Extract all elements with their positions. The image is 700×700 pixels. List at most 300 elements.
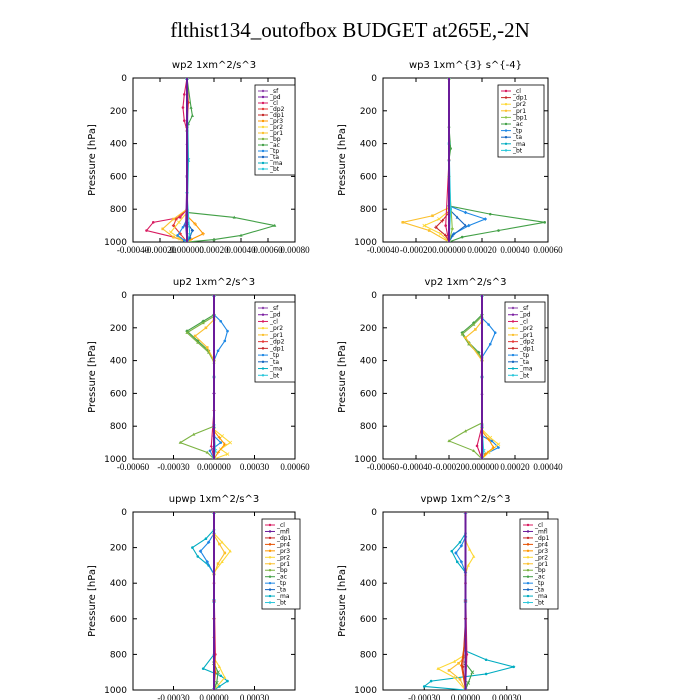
legend-label-dp1: _dp1 <box>270 112 285 119</box>
legend-label-tp: _tp <box>277 580 287 588</box>
legend-marker-dp2 <box>512 340 514 342</box>
legend-marker-pr1 <box>269 563 271 565</box>
y-tick-label: 1000 <box>354 686 377 696</box>
data-point-pr2 <box>169 231 172 234</box>
legend-label-sf: _sf <box>270 305 279 312</box>
data-point-ma <box>202 667 205 670</box>
data-point-ma <box>197 555 200 558</box>
x-tick-label: 0.00060 <box>533 245 563 255</box>
legend-label-sf: _sf <box>270 88 279 95</box>
data-point-tp <box>489 343 492 346</box>
legend-label-bt: _bt <box>270 372 280 380</box>
x-tick-label: 0.00020 <box>199 245 229 255</box>
data-point-tp <box>219 320 222 323</box>
legend-marker-ma <box>512 367 514 369</box>
data-point-tp <box>183 239 186 242</box>
legend-marker-pd <box>262 96 264 98</box>
x-tick-label: -0.00030 <box>408 693 441 700</box>
data-point-cl <box>145 229 148 232</box>
y-tick-label: 1000 <box>104 238 127 248</box>
legend-label-dp1: _dp1 <box>535 534 550 542</box>
legend-label-bp: _bp <box>270 136 281 143</box>
legend-marker-sf <box>512 307 514 309</box>
legend-marker-dp1 <box>262 347 264 349</box>
legend-marker-dp2 <box>262 108 264 110</box>
y-tick-label: 200 <box>359 106 377 117</box>
x-tick-label: -0.00040 <box>366 245 400 255</box>
figure-title: flthist134_outofbox BUDGET at265E,-2N <box>170 18 530 42</box>
y-tick-label: 1000 <box>104 686 127 696</box>
data-point-ma <box>205 537 208 540</box>
x-tick-label: 0.00000 <box>199 693 229 700</box>
data-point-ma <box>430 680 433 683</box>
legend-marker-ma <box>269 595 271 597</box>
data-point-cl <box>182 106 185 109</box>
panel-title: wp2 1xm^2/s^3 <box>171 60 257 71</box>
data-point-pr1 <box>217 562 220 565</box>
data-point-ma <box>226 680 229 683</box>
legend-label-pr1: _pr1 <box>535 560 549 568</box>
series-group <box>423 510 515 692</box>
legend-marker-cl <box>512 320 514 322</box>
legend-label-pr2: _pr2 <box>513 101 527 109</box>
legend-label-pr3: _pr3 <box>277 547 291 555</box>
data-point-tp <box>494 331 497 334</box>
y-tick-label: 200 <box>109 543 127 554</box>
x-tick-label: 0.00020 <box>467 245 497 255</box>
legend-label-pr1: _pr1 <box>277 560 291 568</box>
chart-panel-wp3 <box>337 60 563 255</box>
legend-label-ma: _ma <box>270 365 283 373</box>
legend-marker-bt <box>505 149 507 151</box>
legend-marker-pr2 <box>269 556 271 558</box>
x-tick-label: -0.00040 <box>399 462 433 472</box>
legend-marker-pr2 <box>262 126 264 128</box>
legend-label-cl: _cl <box>520 318 528 326</box>
legend-marker-ta <box>505 136 507 138</box>
legend-marker-pr1 <box>505 110 507 112</box>
legend-label-pr4: _pr4 <box>277 541 291 549</box>
legend-marker-pr1 <box>527 563 529 565</box>
legend-marker-pd <box>262 314 264 316</box>
series-group <box>179 293 232 461</box>
legend-marker-pr1 <box>512 334 514 336</box>
x-tick-label: 0.000000 <box>197 462 231 472</box>
series-line-ac <box>462 295 482 361</box>
y-tick-label: 0 <box>121 508 127 518</box>
chart-panel-vpwp <box>337 494 558 700</box>
legend-marker-tp <box>505 129 507 131</box>
legend-label-dp2: _dp2 <box>270 338 285 346</box>
legend-marker-cl <box>262 320 264 322</box>
legend-marker-pr4 <box>269 543 271 545</box>
data-point-pr2 <box>177 221 180 224</box>
legend-marker-ta <box>527 588 529 590</box>
x-tick-label: 0.00060 <box>280 462 310 472</box>
legend-marker-sf <box>262 90 264 92</box>
data-point-pr1 <box>464 336 467 339</box>
x-tick-label: 0.00040 <box>500 245 530 255</box>
x-tick-label: -0.00020 <box>399 245 433 255</box>
legend-label-ac: _ac <box>535 573 545 581</box>
legend-label-tp: _tp <box>520 352 530 360</box>
legend-label-cl: _cl <box>535 522 543 529</box>
legend-marker-cl <box>505 90 507 92</box>
series-line-ma <box>424 512 513 690</box>
y-axis-label: Pressure [hPa] <box>337 124 348 196</box>
data-point-pr1 <box>172 236 175 239</box>
legend-marker-dp1 <box>527 537 529 539</box>
data-point-ac <box>461 236 464 239</box>
y-tick-label: 1000 <box>354 238 377 248</box>
data-point-tp <box>487 323 490 326</box>
legend-label-pd: _pd <box>270 311 281 319</box>
x-tick-label: 0.00080 <box>280 245 310 255</box>
legend-marker-pr3 <box>527 550 529 552</box>
legend-marker-tp <box>262 150 264 152</box>
y-tick-label: 600 <box>359 389 377 400</box>
y-tick-label: 0 <box>371 508 377 518</box>
y-tick-label: 800 <box>359 422 377 433</box>
legend-marker-sf <box>262 307 264 309</box>
legend-label-mfl: _mfl <box>277 528 290 536</box>
chart-panel-up2 <box>87 277 310 472</box>
x-tick-label: 0.000000 <box>170 245 204 255</box>
data-point-pr1 <box>431 214 434 217</box>
legend-marker-ac <box>527 575 529 577</box>
legend-marker-bp1 <box>505 116 507 118</box>
series-group <box>191 510 232 692</box>
y-axis-label: Pressure [hPa] <box>87 124 98 196</box>
legend-label-ac: _ac <box>277 573 287 581</box>
data-point-pr1 <box>402 221 405 224</box>
legend-marker-mfl <box>527 530 529 532</box>
legend-label-ma: _ma <box>520 365 533 373</box>
legend-label-ac: _ac <box>270 142 280 149</box>
y-tick-label: 400 <box>359 356 377 367</box>
x-tick-label: 0.00040 <box>226 245 256 255</box>
y-tick-label: 0 <box>121 291 127 301</box>
legend-label-pr2: _pr2 <box>535 554 549 562</box>
data-point-cl <box>152 221 155 224</box>
data-point-ma <box>219 674 222 677</box>
x-tick-label: -0.00040 <box>116 245 150 255</box>
y-tick-label: 600 <box>359 614 377 625</box>
chart-panel-vp2 <box>337 277 563 472</box>
legend-label-pd: _pd <box>520 311 531 319</box>
y-tick-label: 400 <box>109 579 127 590</box>
legend-label-cl: _cl <box>513 88 521 95</box>
panel-title: vpwp 1xm^2/s^3 <box>420 494 511 505</box>
data-point-pr1 <box>205 327 208 330</box>
legend-marker-pr2 <box>505 103 507 105</box>
data-point-cl <box>183 93 186 96</box>
data-point-tp <box>464 211 468 215</box>
data-point-pr1 <box>218 543 221 546</box>
x-tick-label: -0.00030 <box>157 462 190 472</box>
data-point-pr1 <box>428 229 431 232</box>
legend-marker-ta <box>262 156 264 158</box>
legend-marker-ta <box>262 361 264 363</box>
data-point-cl <box>183 119 186 122</box>
y-axis-label: Pressure [hPa] <box>337 565 348 637</box>
y-tick-label: 400 <box>359 579 377 590</box>
data-point-pr1 <box>457 662 460 665</box>
legend-label-tp: _tp <box>535 580 545 588</box>
data-point-ma <box>191 546 194 549</box>
data-point-ma <box>450 550 453 553</box>
legend-label-pr1: _pr1 <box>513 107 527 115</box>
legend-marker-tp <box>512 354 514 356</box>
y-tick-label: 200 <box>359 323 377 334</box>
legend-marker-mfl <box>269 530 271 532</box>
y-tick-label: 400 <box>109 356 127 367</box>
legend-marker-ma <box>527 595 529 597</box>
x-tick-label: -0.00020 <box>143 245 177 255</box>
y-tick-label: 0 <box>371 74 377 84</box>
y-tick-label: 400 <box>109 139 127 150</box>
legend-marker-cl <box>262 102 264 104</box>
legend-label-pr2: _pr2 <box>270 325 284 333</box>
panel-title: wp3 1xm^{3} s^{-4} <box>408 60 523 71</box>
data-point-ac <box>189 106 192 109</box>
x-tick-label: -0.00020 <box>432 462 466 472</box>
data-point-ac <box>191 114 194 117</box>
legend-label-ma: _ma <box>270 160 283 167</box>
legend-label-pr1: _pr1 <box>270 331 284 339</box>
data-point-tp <box>226 330 229 333</box>
legend-label-ta: _ta <box>520 358 530 366</box>
legend-marker-bt <box>262 168 264 170</box>
data-point-tp <box>209 450 212 453</box>
legend-marker-cl <box>527 524 529 526</box>
y-tick-label: 200 <box>359 543 377 554</box>
legend-label-pd: _pd <box>270 94 281 101</box>
legend-label-ma: _ma <box>535 593 548 601</box>
legend-label-ac: _ac <box>513 121 523 128</box>
series-line-tp <box>449 78 485 242</box>
legend-label-bt: _bt <box>535 599 545 607</box>
data-point-ac <box>489 213 492 216</box>
legend-marker-pr4 <box>527 543 529 545</box>
legend-marker-ac <box>262 144 264 146</box>
data-point-ma <box>485 658 488 661</box>
data-point-ma <box>459 541 462 544</box>
y-tick-label: 800 <box>359 205 377 216</box>
legend-marker-bt <box>527 601 529 603</box>
data-point-cl <box>476 445 479 448</box>
chart-panel-wp2 <box>87 60 310 255</box>
legend-label-dp1: _dp1 <box>270 345 285 353</box>
legend-marker-ma <box>262 162 264 164</box>
legend-marker-dp1 <box>262 114 264 116</box>
legend-label-bp: _bp <box>535 567 546 575</box>
legend-marker-bt <box>262 374 264 376</box>
data-point-pr2 <box>489 436 492 439</box>
data-point-pr2 <box>229 441 232 444</box>
series-line-ma <box>192 512 227 690</box>
panel-title: vp2 1xm^2/s^3 <box>424 277 507 288</box>
series-line-pr2 <box>438 512 474 690</box>
legend-marker-bt <box>512 374 514 376</box>
legend-label-bt: _bt <box>520 372 530 380</box>
legend-marker-bp <box>527 569 529 571</box>
y-tick-label: 800 <box>109 650 127 661</box>
legend-marker-bt <box>269 601 271 603</box>
data-point-pr1 <box>206 346 209 349</box>
legend-label-dp2: _dp2 <box>520 338 535 346</box>
y-tick-label: 1000 <box>104 455 127 465</box>
x-tick-label: 0.00030 <box>239 462 270 472</box>
legend-label-bp1: _bp1 <box>513 114 528 122</box>
legend-marker-dp1 <box>512 347 514 349</box>
legend-marker-dp1 <box>505 96 507 98</box>
data-point-pr1 <box>224 552 227 555</box>
panel-title: upwp 1xm^2/s^3 <box>168 494 260 505</box>
legend-label-pr1: _pr1 <box>270 130 284 137</box>
legend-label-bt: _bt <box>277 599 287 607</box>
legend-label-pr1: _pr1 <box>520 331 534 339</box>
legend-label-ta: _ta <box>513 134 523 142</box>
series-line-bp <box>180 295 214 459</box>
legend-marker-tp <box>262 354 264 356</box>
data-point-cl <box>210 444 213 447</box>
series-group <box>447 293 500 461</box>
y-axis-label: Pressure [hPa] <box>87 341 98 413</box>
series-line-pr1 <box>403 78 449 242</box>
legend-label-ta: _ta <box>270 154 280 161</box>
legend-marker-dp2 <box>262 340 264 342</box>
legend-label-cl: _cl <box>277 522 285 529</box>
legend-label-tp: _tp <box>513 127 523 135</box>
legend-label-pr3: _pr3 <box>270 118 284 125</box>
chart-panel-upwp <box>87 494 300 700</box>
legend-marker-ma <box>505 143 507 145</box>
data-point-tp <box>224 340 227 343</box>
panel-title: up2 1xm^2/s^3 <box>172 277 256 288</box>
legend-marker-pd <box>512 314 514 316</box>
legend-label-dp1: _dp1 <box>277 534 292 542</box>
legend-label-dp1: _dp1 <box>513 94 528 102</box>
legend-marker-ac <box>269 575 271 577</box>
y-tick-label: 400 <box>359 139 377 150</box>
legend-label-pr4: _pr4 <box>535 541 549 549</box>
legend-label-ma: _ma <box>277 593 290 601</box>
data-point-tp <box>497 446 500 449</box>
legend-marker-ac <box>505 123 507 125</box>
legend-label-tp: _tp <box>270 148 280 155</box>
legend-label-pr2: _pr2 <box>277 554 291 562</box>
legend-marker-pr1 <box>262 132 264 134</box>
legend-marker-pr2 <box>527 556 529 558</box>
data-point-pr1 <box>194 335 197 338</box>
data-point-pr1 <box>448 669 451 672</box>
legend-marker-pr2 <box>512 327 514 329</box>
legend-label-mfl: _mfl <box>535 528 548 536</box>
y-tick-label: 800 <box>359 650 377 661</box>
legend-marker-pr3 <box>269 550 271 552</box>
data-point-tp <box>217 349 220 352</box>
legend-label-ta: _ta <box>270 358 280 366</box>
x-tick-label: 0.00030 <box>239 693 270 700</box>
legend-label-ta: _ta <box>535 586 545 594</box>
legend-label-sf: _sf <box>520 305 529 312</box>
legend-marker-pr3 <box>262 120 264 122</box>
data-point-pr1 <box>161 228 164 231</box>
series-line-pr1 <box>195 295 214 361</box>
x-tick-label: 0.00020 <box>500 462 530 472</box>
legend-marker-bp <box>269 569 271 571</box>
y-tick-label: 200 <box>109 323 127 334</box>
data-point-tp <box>219 441 222 444</box>
legend-marker-tp <box>269 582 271 584</box>
y-axis-label: Pressure [hPa] <box>87 565 98 637</box>
legend-marker-pr1 <box>262 334 264 336</box>
x-tick-label: 0.00060 <box>253 245 283 255</box>
data-point-ma <box>456 561 459 564</box>
data-point-ma <box>485 673 488 676</box>
x-tick-label: 0.00000 <box>450 693 481 700</box>
legend-marker-cl <box>269 524 271 526</box>
y-tick-label: 800 <box>109 205 127 216</box>
legend-label-ma: _ma <box>513 140 526 148</box>
x-tick-label: 0.000000 <box>432 245 466 255</box>
data-point-pr1 <box>459 678 462 681</box>
y-tick-label: 800 <box>109 422 127 433</box>
legend-marker-ta <box>512 361 514 363</box>
legend-label-dp1: _dp1 <box>520 345 535 353</box>
legend-marker-ma <box>262 367 264 369</box>
legend-label-pr2: _pr2 <box>520 325 534 333</box>
x-tick-label: -0.00030 <box>157 693 190 700</box>
legend-label-bt: _bt <box>513 147 523 155</box>
data-point-bp1 <box>451 227 455 231</box>
legend-label-bt: _bt <box>270 166 280 173</box>
legend-marker-ta <box>269 588 271 590</box>
legend-marker-pr2 <box>262 327 264 329</box>
y-tick-label: 600 <box>109 172 127 183</box>
data-point-pr1 <box>474 328 477 331</box>
data-point-tp <box>484 217 488 221</box>
legend-label-tp: _tp <box>270 352 280 360</box>
y-tick-label: 0 <box>121 74 127 84</box>
y-tick-label: 200 <box>109 106 127 117</box>
legend-label-ta: _ta <box>277 586 287 594</box>
data-point-ma <box>423 685 426 688</box>
legend-label-pr2: _pr2 <box>270 124 284 131</box>
data-point-ma <box>512 666 515 669</box>
legend-label-pr3: _pr3 <box>535 547 549 555</box>
y-tick-label: 1000 <box>354 455 377 465</box>
legend-label-cl: _cl <box>270 100 278 107</box>
data-point-pr2 <box>221 434 224 437</box>
y-tick-label: 600 <box>109 389 127 400</box>
data-point-cl <box>444 224 447 227</box>
data-point-ac <box>543 221 546 224</box>
legend-marker-bp <box>262 138 264 140</box>
data-point-pr1 <box>172 218 175 221</box>
y-tick-label: 600 <box>359 172 377 183</box>
data-point-tp <box>182 226 185 229</box>
legend-marker-tp <box>527 582 529 584</box>
data-point-ac <box>497 229 500 232</box>
legend-label-cl: _cl <box>270 318 278 326</box>
x-tick-label: 0.00030 <box>492 693 522 700</box>
y-tick-label: 600 <box>109 614 127 625</box>
x-tick-label: 0.000000 <box>465 462 499 472</box>
data-point-tp <box>176 234 179 237</box>
y-tick-label: 0 <box>371 291 377 301</box>
